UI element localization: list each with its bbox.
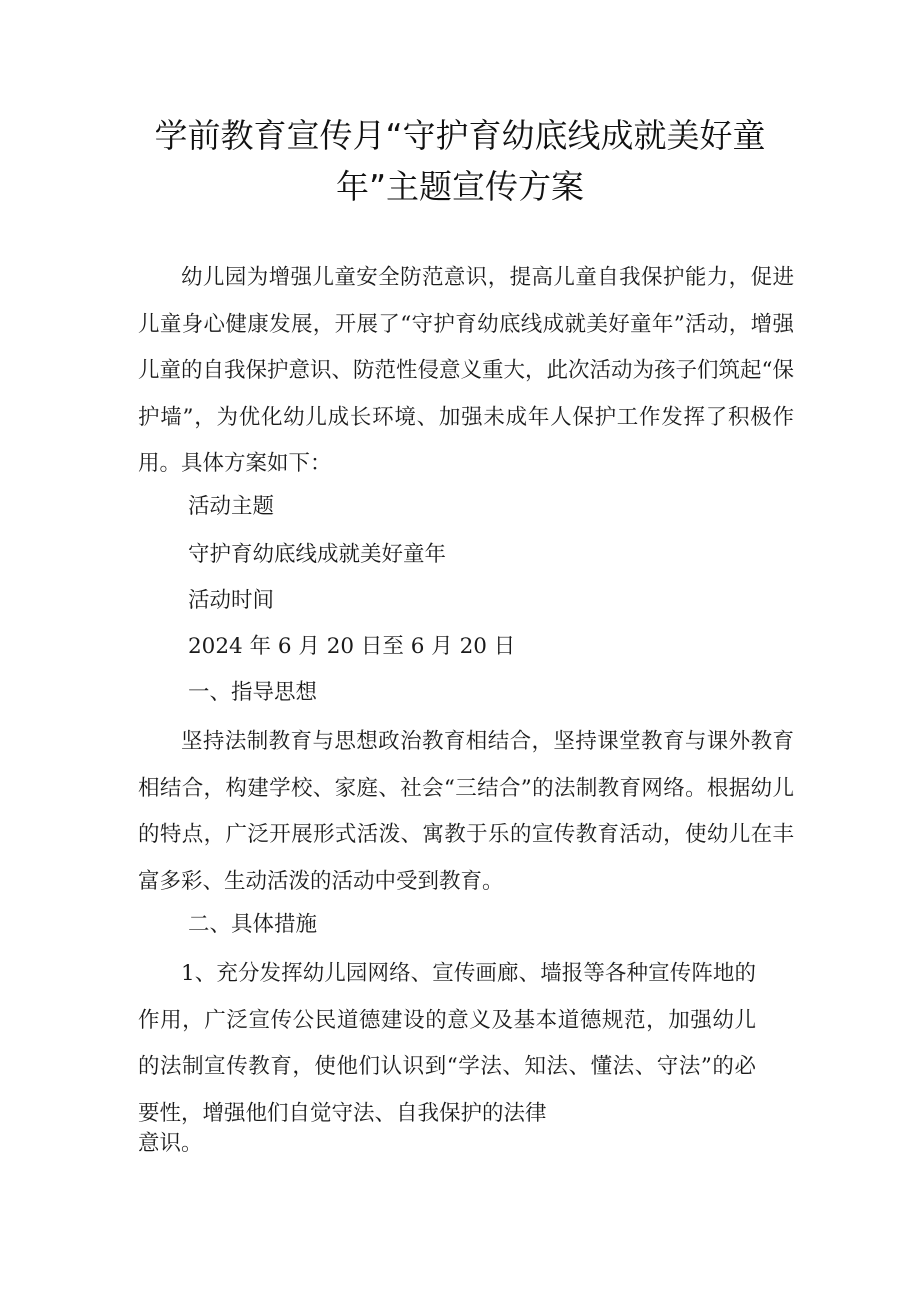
intro-paragraph: 幼儿园为增强儿童安全防范意识，提高儿童自我保护能力，促进儿童身心健康发展，开展了“守护育幼底线成就美好童年”活动，增强儿童的自我保护意识、防范性侵意义重大，此次活动为孩子们筑起“保护墙”，为优化幼儿成长环境、加强未成年人保护工作发挥了积极作用。具体方案如下： <box>138 265 794 476</box>
theme-value: 守护育幼底线成就美好童年 <box>188 542 447 567</box>
time-value: 2024 年 6 月 20 日至 6 月 20 日 <box>188 634 516 659</box>
time-heading: 活动时间 <box>188 588 275 613</box>
document-title-line-2: 年”主题宣传方案 <box>335 167 585 206</box>
document-title-line-1: 学前教育宣传月“守护育幼底线成就美好童 <box>154 116 766 155</box>
theme-heading: 活动主题 <box>188 494 275 519</box>
section-2-heading: 二、具体措施 <box>188 912 318 937</box>
measure-1-body: 1、充分发挥幼儿园网络、宣传画廊、墙报等各种宣传阵地的作用，广泛宣传公民道德建设的意义及基本道德规范，加强幼儿的法制宣传教育，使他们认识到“学法、知法、懂法、守法”的必要性，增强他们自觉守法、自我保护的法律 <box>138 961 756 1126</box>
section-1-heading: 一、指导思想 <box>188 680 318 705</box>
section-1-body: 坚持法制教育与思想政治教育相结合，坚持课堂教育与课外教育相结合，构建学校、家庭、社会“三结合”的法制教育网络。根据幼儿的特点，广泛开展形式活泼、寓教于乐的宣传教育活动，使幼儿在丰富多彩、生动活泼的活动中受到教育。 <box>138 729 794 894</box>
measure-1-tail: 意识。 <box>138 1131 203 1156</box>
